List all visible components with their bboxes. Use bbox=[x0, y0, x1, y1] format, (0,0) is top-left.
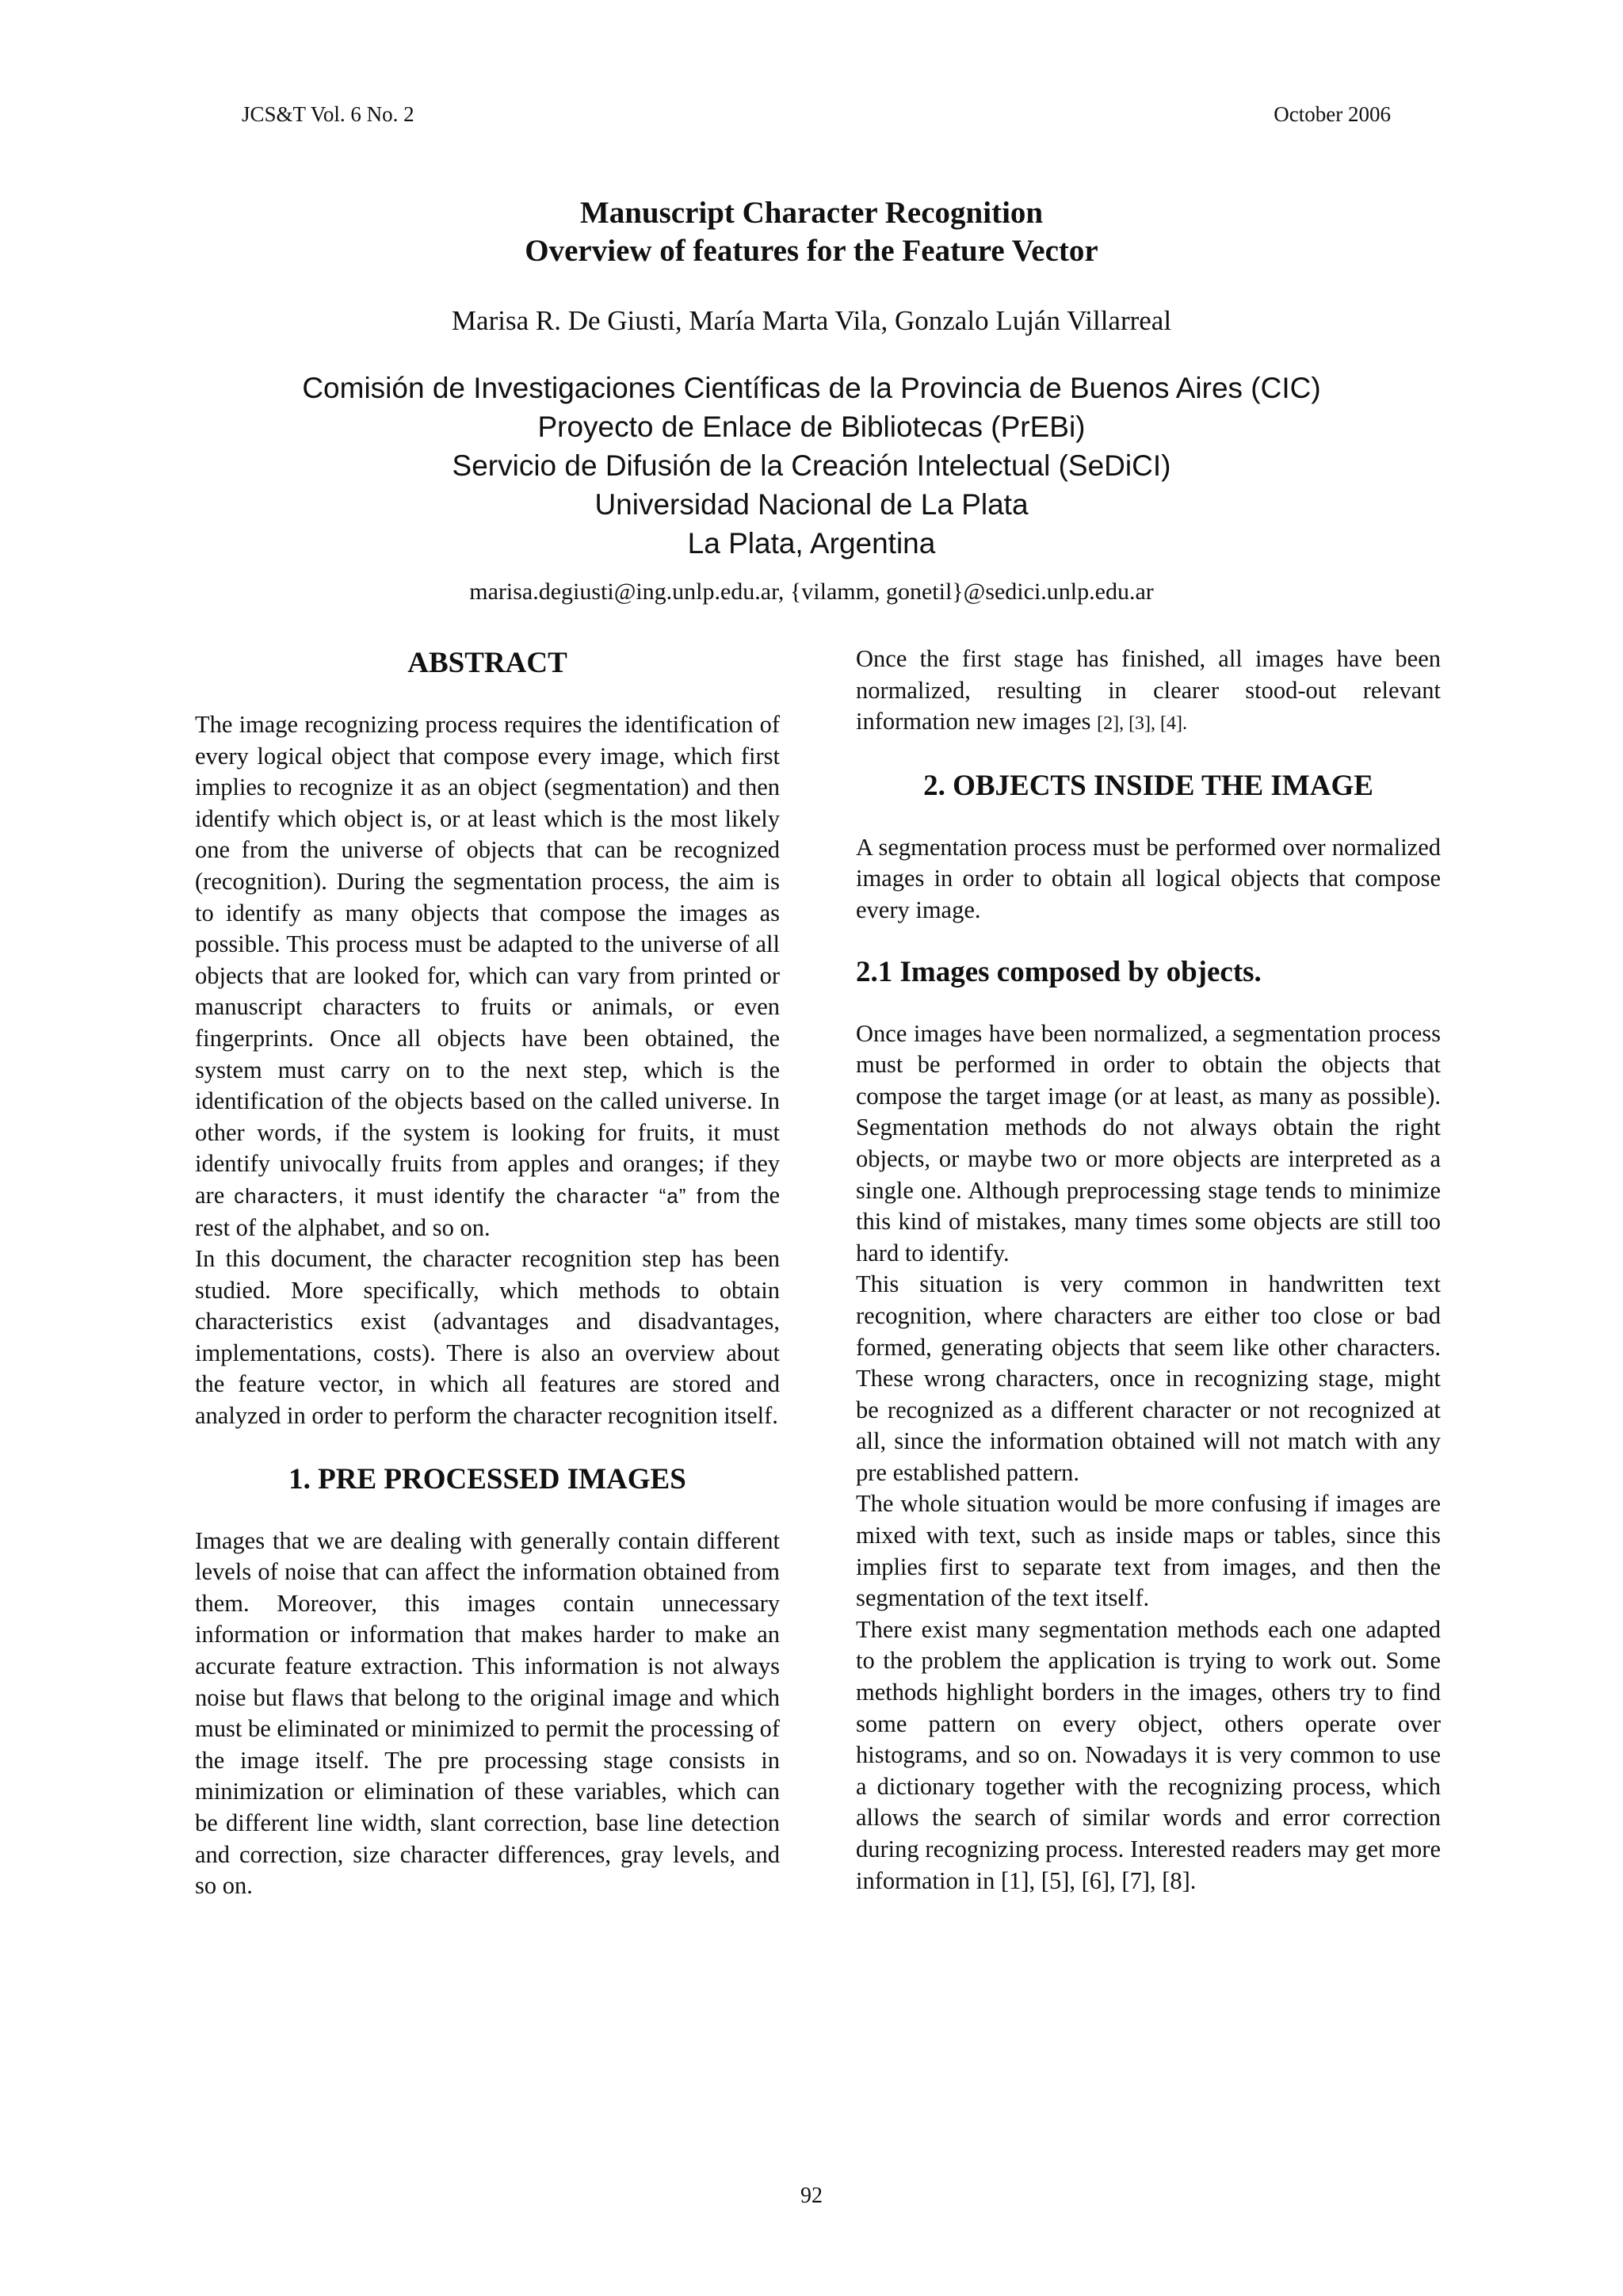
affiliation-line: Proyecto de Enlace de Bibliotecas (PrEBi) bbox=[537, 411, 1086, 443]
section-1-paragraph: Images that we are dealing with generally contain different levels of noise that can affect the information obtained from them. Moreover, this images contain unnecessary information or information that makes harder to make an accurate feature extraction. This information is not always noise but flaws that belong to the original image and which must be eliminated or minimized to permit the processing of the image itself. The pre processing stage consists in minimization or elimination of these variables, which can be different line width, slant correction, base line detection and correction, size character differences, gray levels, and so on. bbox=[195, 1526, 780, 1900]
section-2-1-paragraph-2: This situation is very common in handwritten text recognition, where characters are either too close or bad formed, generating objects that seem like other characters. These wrong characters, once in recognizing stage, might be recognized as a different character or not recognized at all, since the information obtained will not match with any pre established pattern. bbox=[856, 1270, 1441, 1486]
abstract-p1-start: The image recognizing process requires the identification of every logical object that compose every image, which first implies to recognize it as an object (segmentation) and then identify which object is, or at least which is the most likely one from the universe of objects that can be recognized (recognition). During the segmentation process, the aim is to identify as many objects that compose the images as possible. This process must be adapted to the universe of all objects that are looked for, which can vary from printed or manuscript characters to fruits or animals, or even fingerprints. Once all objects have been obtained, the system must carry on to the next step, which is the identification of the objects based on the called universe. In other words, if the system is looking for fruits, it must identify univocally fruits from apples and oranges; if they are bbox=[195, 711, 780, 1209]
abstract-heading: ABSTRACT bbox=[407, 647, 567, 679]
journal-info: JCS&T Vol. 6 No. 2 bbox=[242, 102, 414, 126]
abstract-paragraph-2: In this document, the character recognition step has been studied. More specifically, which methods to obtain characteristics exist (advantages and disadvantages, implementations, costs). There is also an overview about the feature vector, in which all features are stored and analyzed in order to perform the character recognition itself. bbox=[195, 1245, 780, 1430]
affiliation-line: La Plata, Argentina bbox=[687, 527, 936, 560]
section-2-paragraph: A segmentation process must be performed over normalized images in order to obtain all logical objects that compose every image. bbox=[856, 833, 1441, 923]
affiliations bbox=[0, 369, 1623, 563]
author-emails: marisa.degiusti@ing.unlp.edu.ar, {vilamm, gonetil}@sedici.unlp.edu.ar bbox=[469, 579, 1154, 605]
title-block bbox=[0, 194, 1623, 607]
section-2-1-paragraph-1: Once images have been normalized, a segmentation process must be performed in order to obtain the objects that compose the target image (or at least, as many as possible). Segmentation methods do not always obtain the right objects, or maybe two or more objects are interpreted as a single one. Although preprocessing stage tends to minimize this kind of mistakes, many times some objects are still too hard to identify. bbox=[856, 1019, 1441, 1266]
affiliation-line: Comisión de Investigaciones Científicas de la Provincia de Buenos Aires (CIC) bbox=[302, 372, 1321, 404]
page-number: 92 bbox=[800, 2183, 823, 2208]
section-2-1-heading: 2.1 Images composed by objects. bbox=[856, 955, 1262, 988]
author-list: Marisa R. De Giusti, María Marta Vila, Gonzalo Luján Villarreal bbox=[451, 305, 1172, 336]
abstract-p1-spaced-run: characters, it must identify the character “a” from bbox=[234, 1183, 741, 1208]
right-column bbox=[856, 644, 1441, 1897]
intro-continuation-text: Once the first stage has finished, all images have been normalized, resulting in clearer stood-out relevant information new images bbox=[856, 645, 1441, 735]
section-2-heading: 2. OBJECTS INSIDE THE IMAGE bbox=[923, 769, 1373, 802]
issue-date: October 2006 bbox=[1274, 102, 1391, 126]
paper-title-line-2: Overview of features for the Feature Vector bbox=[525, 234, 1098, 268]
affiliation-line: Servicio de Difusión de la Creación Intelectual (SeDiCI) bbox=[452, 449, 1171, 482]
section-2-1-paragraph-4: There exist many segmentation methods each one adapted to the problem the application is trying to work out. Some methods highlight borders in the images, others try to find some pattern on every object, others operate over histograms, and so on. Nowadays it is very common to use a dictionary together with the recognizing process, which allows the search of similar words and error correction during recognizing process. Interested readers may get more information in [1], [5], [6], [7], [8]. bbox=[856, 1615, 1441, 1894]
abstract-paragraph-1 bbox=[195, 709, 780, 1244]
paper-title-line-1: Manuscript Character Recognition bbox=[579, 196, 1044, 230]
affiliation-line: Universidad Nacional de La Plata bbox=[594, 488, 1029, 521]
intro-citations: [2], [3], [4]. bbox=[1097, 713, 1188, 735]
section-1-heading: 1. PRE PROCESSED IMAGES bbox=[288, 1462, 686, 1496]
section-2-1-paragraph-3: The whole situation would be more confusing if images are mixed with text, such as inside maps or tables, since this implies first to separate text from images, and then the segmentation of the text itself. bbox=[856, 1490, 1441, 1612]
left-column bbox=[195, 646, 780, 1902]
abstract-p1-end: the rest of the alphabet, and so on. bbox=[195, 1181, 781, 1241]
intro-continuation-paragraph bbox=[856, 644, 1441, 740]
